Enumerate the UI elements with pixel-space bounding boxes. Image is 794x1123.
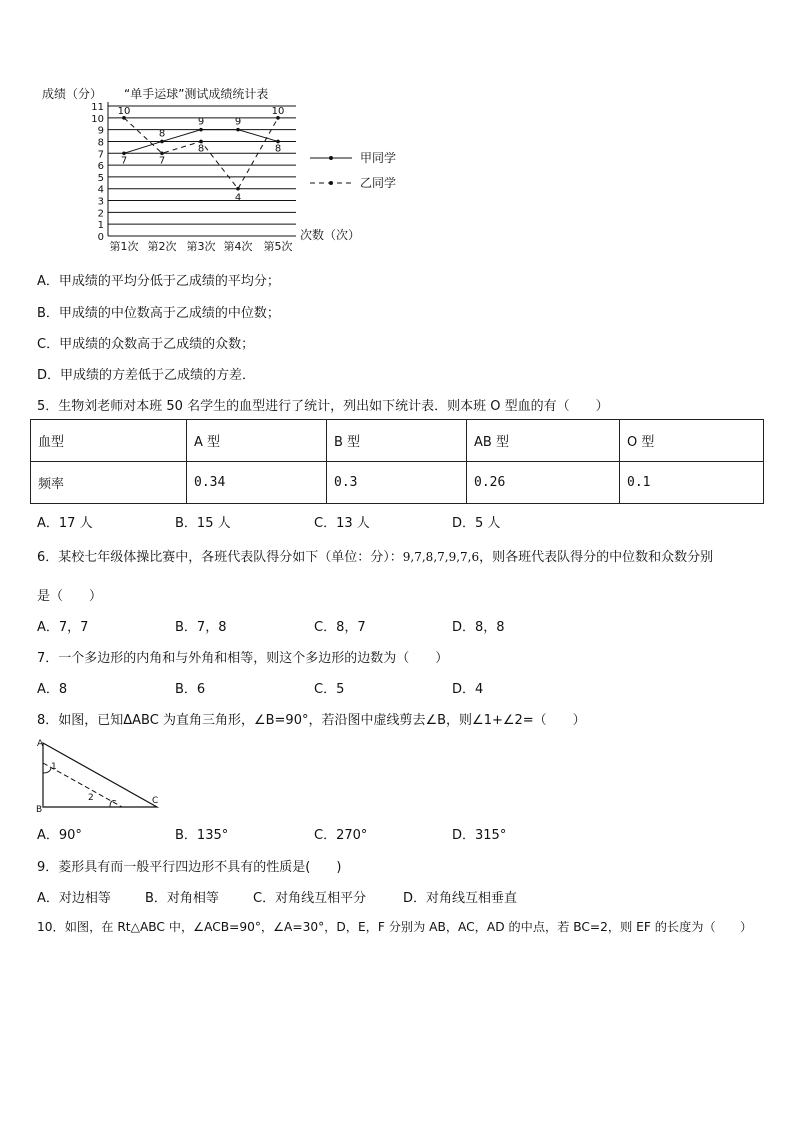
vertex-c-label: C: [152, 796, 159, 806]
table-cell: B 型: [327, 420, 467, 462]
y-tick-label: 2: [97, 208, 104, 220]
q6-scores: 9,7,8,7,9,7,6: [402, 550, 480, 564]
data-label: 10: [117, 105, 131, 117]
angle-2-label: 2: [88, 793, 94, 803]
q8-option-d: D．315°: [452, 828, 507, 843]
q6-stem: [37, 546, 713, 565]
x-tick-label: 第2次: [147, 240, 177, 253]
q8-option-c: C．270°: [314, 828, 368, 843]
q9-option-b: B．对角相等: [145, 891, 219, 906]
table-cell: AB 型: [467, 420, 620, 462]
chart-y-axis-label: 成绩（分）: [42, 87, 103, 101]
data-label: 8: [158, 128, 166, 140]
chart-y-ticks: [91, 102, 104, 243]
q8-option-b: B．135°: [175, 828, 229, 843]
q4-option-d: D．甲成绩的方差低于乙成绩的方差．: [37, 368, 256, 383]
q7-option-a: A．8: [37, 682, 68, 697]
table-cell: 0.26: [467, 462, 620, 504]
q7-option-d: D．4: [452, 682, 484, 697]
q10-stem: 10．如图，在 Rt△ABC 中，∠ACB=90°，∠A=30°，D，E，F 分别为 AB，AC，AD 的中点，若 BC=2，则 EF 的长度为（ ）: [37, 920, 753, 934]
q6-option-b: B．7，8: [175, 620, 227, 635]
table-cell: 血型: [31, 420, 187, 462]
chart-x-axis-label: 次数（次）: [300, 228, 361, 242]
q6-option-d: D．8，8: [452, 620, 505, 635]
q6-stem-part-a: 6．某校七年级体操比赛中，各班代表队得分如下（单位：分）：: [37, 550, 403, 565]
angle-1-label: 1: [51, 762, 57, 772]
y-tick-label: 1: [97, 220, 104, 232]
q4-option-c: C．甲成绩的众数高于乙成绩的众数；: [37, 337, 255, 352]
vertex-b-label: B: [36, 805, 43, 815]
q5-option-b: B．15 人: [175, 516, 231, 531]
chart-title: “单手运球”测试成绩统计表: [124, 87, 269, 101]
vertex-a-label: A: [37, 739, 44, 749]
chart-x-ticks: [110, 239, 293, 253]
q5-stem: 5．生物刘老师对本班 50 名学生的血型进行了统计，列出如下统计表．则本班 O 型血的有（ ）: [37, 399, 609, 414]
q9-option-d: D．对角线互相垂直: [403, 891, 518, 906]
data-label: 8: [274, 143, 282, 155]
q9-option-a: A．对边相等: [37, 891, 111, 906]
table-cell: 0.34: [187, 462, 327, 504]
blood-type-table: [30, 419, 764, 504]
table-cell: 0.3: [327, 462, 467, 504]
table-header-row: [31, 420, 764, 462]
q6-stem-continued: 是（ ）: [37, 589, 103, 604]
q6-option-a: A．7，7: [37, 620, 89, 635]
y-tick-label: 5: [97, 172, 104, 184]
table-cell: O 型: [620, 420, 764, 462]
y-tick-label: 8: [97, 137, 104, 149]
data-label: 10: [271, 105, 285, 117]
q7-option-c: C．5: [314, 682, 345, 697]
data-label: 4: [234, 192, 242, 204]
data-point: [160, 140, 164, 144]
q5-option-a: A．17 人: [37, 516, 93, 531]
data-point: [236, 128, 240, 132]
q4-option-a: A．甲成绩的平均分低于乙成绩的平均分；: [37, 274, 280, 289]
angle-1-arc: [43, 768, 51, 773]
table-cell: A 型: [187, 420, 327, 462]
y-tick-label: 0: [97, 232, 104, 243]
y-tick-label: 11: [91, 102, 104, 113]
q6-stem-part-b: ，则各班代表队得分的中位数和众数分别: [479, 550, 714, 565]
q5-option-c: C．13 人: [314, 516, 370, 531]
y-tick-label: 9: [97, 125, 104, 137]
q5-option-d: D．5 人: [452, 516, 501, 531]
q7-stem: 7．一个多边形的内角和与外角和相等，则这个多边形的边数为（ ）: [37, 651, 449, 666]
data-label: 8: [197, 143, 205, 155]
data-point: [236, 187, 240, 191]
legend-series-1: 甲同学: [360, 151, 397, 165]
q6-option-c: C．8，7: [314, 620, 366, 635]
y-tick-label: 3: [97, 196, 104, 208]
table-row: [31, 462, 764, 504]
x-tick-label: 第5次: [263, 240, 293, 253]
data-label: 7: [120, 155, 128, 167]
data-label: 9: [197, 116, 205, 128]
x-tick-label: 第1次: [109, 240, 139, 253]
q9-option-c: C．对角线互相平分: [253, 891, 367, 906]
data-point: [199, 128, 203, 132]
q8-stem: 8．如图，已知ΔABC 为直角三角形，∠B=90°，若沿图中虚线剪去∠B，则∠1+∠2=（ ）: [37, 713, 586, 728]
q4-option-b: B．甲成绩的中位数高于乙成绩的中位数；: [37, 306, 280, 321]
data-label: 9: [234, 116, 242, 128]
angle-2-arc: [110, 801, 116, 807]
legend-series-2: 乙同学: [360, 176, 397, 190]
x-tick-label: 第3次: [186, 240, 216, 253]
chart-legend: [310, 151, 396, 190]
data-label: 7: [158, 155, 166, 167]
y-tick-label: 4: [97, 184, 104, 196]
table-cell: 频率: [31, 462, 187, 504]
y-tick-label: 7: [97, 149, 104, 161]
right-triangle-figure: [30, 735, 170, 815]
x-tick-label: 第4次: [223, 240, 253, 253]
q8-option-a: A．90°: [37, 828, 82, 843]
table-cell: 0.1: [620, 462, 764, 504]
score-line-chart: [0, 0, 794, 260]
q7-option-b: B．6: [175, 682, 206, 697]
triangle-abc: [43, 743, 157, 807]
q9-stem: 9．菱形具有而一般平行四边形不具有的性质是( ): [37, 860, 342, 875]
y-tick-label: 6: [97, 161, 104, 173]
y-tick-label: 10: [91, 113, 104, 125]
